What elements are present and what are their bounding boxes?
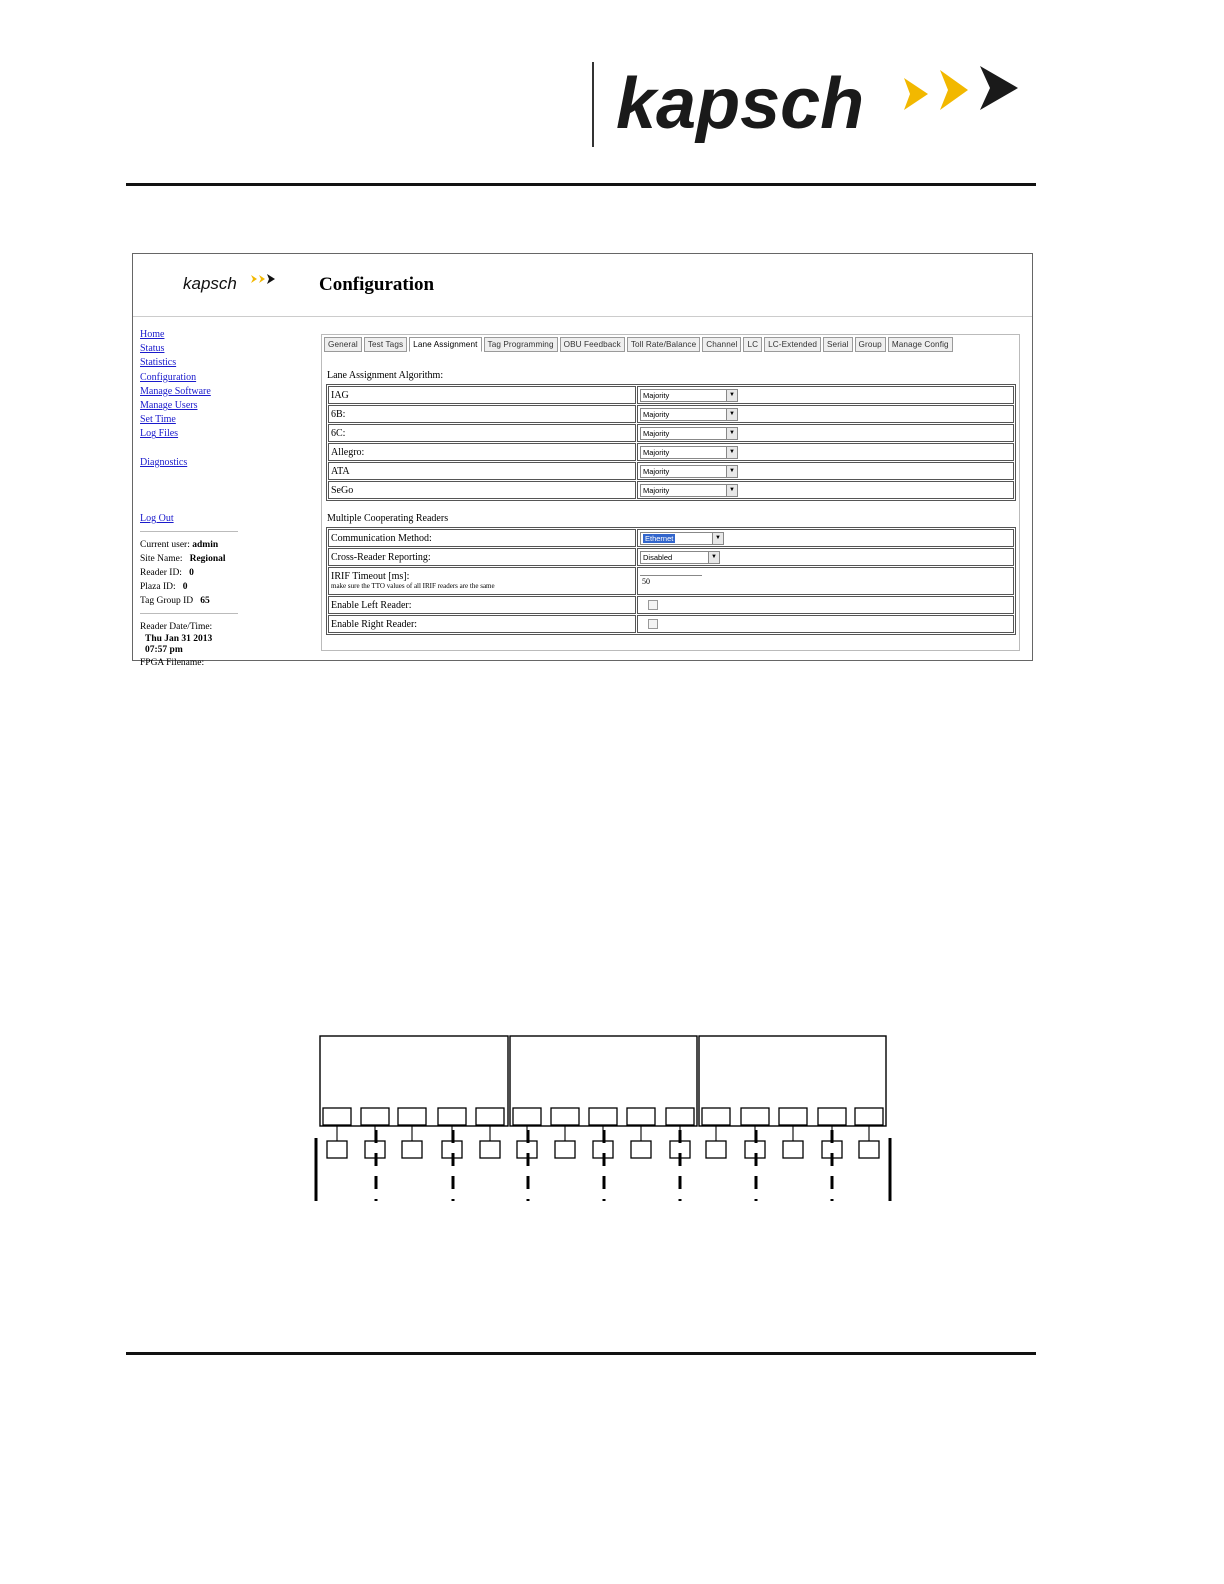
chevron-down-icon: ▼ [726,485,737,496]
ata-select[interactable]: Majority ▼ [640,465,738,478]
cross-reader-select[interactable]: Disabled ▼ [640,551,720,564]
tab-channel[interactable]: Channel [702,337,741,352]
sego-select[interactable]: Majority ▼ [640,484,738,497]
lane-row-label: 6B: [328,405,636,423]
reader-port-box [361,1108,389,1125]
reader-port-box [666,1108,694,1125]
tab-lane-assignment[interactable]: Lane Assignment [409,337,481,352]
reader-port-box [741,1108,769,1125]
reader-port-box [398,1108,426,1125]
tag-group-value: 65 [200,596,210,607]
reader-port-box [855,1108,883,1125]
site-name-value: Regional [189,554,226,565]
tab-tag-programming[interactable]: Tag Programming [484,337,558,352]
reader-id-value: 0 [189,568,194,579]
antenna-box [859,1141,879,1158]
antenna-box [327,1141,347,1158]
chevron-down-icon: ▼ [726,409,737,420]
logout-link[interactable]: Log Out [140,512,174,524]
reader-port-box [589,1108,617,1125]
enable-right-label: Enable Right Reader: [328,615,636,633]
lane-row-label: SeGo [328,481,636,499]
nav-link-log-files[interactable]: Log Files [140,428,179,440]
lane-row-label: 6C: [328,424,636,442]
page-title: Configuration [319,274,435,295]
nav-link-status[interactable]: Status [140,343,165,355]
current-user-value: admin [192,540,219,551]
tab-obu-feedback[interactable]: OBU Feedback [560,337,625,352]
chevron-down-icon: ▼ [708,552,719,563]
nav-link-home[interactable]: Home [140,329,165,340]
fpga-label: FPGA Filename: [140,658,205,669]
tab-test-tags[interactable]: Test Tags [364,337,407,352]
antenna-box [783,1141,803,1158]
date-value: Thu Jan 31 2013 [145,634,213,645]
plaza-id-value: 0 [182,582,188,593]
tab-toll-rate-balance[interactable]: Toll Rate/Balance [627,337,700,352]
plaza-id-label: Plaza ID: [140,582,176,593]
shot-logo-wordmark: kapsch [183,274,237,293]
chevron-down-icon: ▼ [726,390,737,401]
antenna-box [480,1141,500,1158]
comm-method-label: Communication Method: [328,529,636,547]
tab-lc[interactable]: LC [743,337,762,352]
current-user-label: Current user: [140,540,190,551]
antenna-box [555,1141,575,1158]
chevron-down-icon: ▼ [726,466,737,477]
reader-port-box [779,1108,807,1125]
lane-row-label: Allegro: [328,443,636,461]
iag-select[interactable]: Majority ▼ [640,389,738,402]
allegro-select[interactable]: Majority ▼ [640,446,738,459]
irif-timeout-label: IRIF Timeout [ms]: [331,571,410,582]
tab-lc-extended[interactable]: LC-Extended [764,337,821,352]
logo-wordmark: kapsch [616,64,865,144]
tag-group-label: Tag Group ID [140,596,194,607]
nav-link-configuration[interactable]: Configuration [140,371,197,383]
reader-port-box [627,1108,655,1125]
reader-port-box [551,1108,579,1125]
irif-timeout-input[interactable]: 50 [640,575,702,588]
chevron-down-icon: ▼ [712,533,723,544]
reader-port-box [323,1108,351,1125]
6c-select[interactable]: Majority ▼ [640,427,738,440]
reader-port-box [476,1108,504,1125]
reader-port-box [818,1108,846,1125]
enable-left-label: Enable Left Reader: [328,596,636,614]
nav-link-diagnostics[interactable]: Diagnostics [140,456,188,468]
nav-link-set-time[interactable]: Set Time [140,414,176,426]
chevron-down-icon: ▼ [726,447,737,458]
lane-row-label: ATA [328,462,636,480]
antenna-box [631,1141,651,1158]
6b-select[interactable]: Majority ▼ [640,408,738,421]
reader-port-box [513,1108,541,1125]
reader-port-box [702,1108,730,1125]
nav-link-manage-users[interactable]: Manage Users [140,400,198,412]
tab-manage-config[interactable]: Manage Config [888,337,953,352]
antenna-box [402,1141,422,1158]
nav-link-statistics[interactable]: Statistics [140,357,177,369]
tab-serial[interactable]: Serial [823,337,853,352]
tab-group[interactable]: Group [855,337,886,352]
chevron-down-icon: ▼ [726,428,737,439]
tab-general[interactable]: General [324,337,362,352]
reader-id-label: Reader ID: [140,568,182,579]
antenna-box [706,1141,726,1158]
site-name-label: Site Name: [140,554,183,565]
nav-link-manage-software[interactable]: Manage Software [140,385,211,397]
reader-port-box [438,1108,466,1125]
lane-section-title: Lane Assignment Algorithm: [327,370,444,381]
date-label: Reader Date/Time: [140,622,213,633]
comm-method-select[interactable]: Ethernet ▼ [640,532,724,545]
time-value: 07:57 pm [145,645,183,656]
cross-reader-label: Cross-Reader Reporting: [328,548,636,566]
lane-row-label: IAG [328,386,636,404]
mcr-section-title: Multiple Cooperating Readers [327,513,449,524]
irif-note: make sure the TTO values of all IRIF readers are the same [331,582,495,590]
